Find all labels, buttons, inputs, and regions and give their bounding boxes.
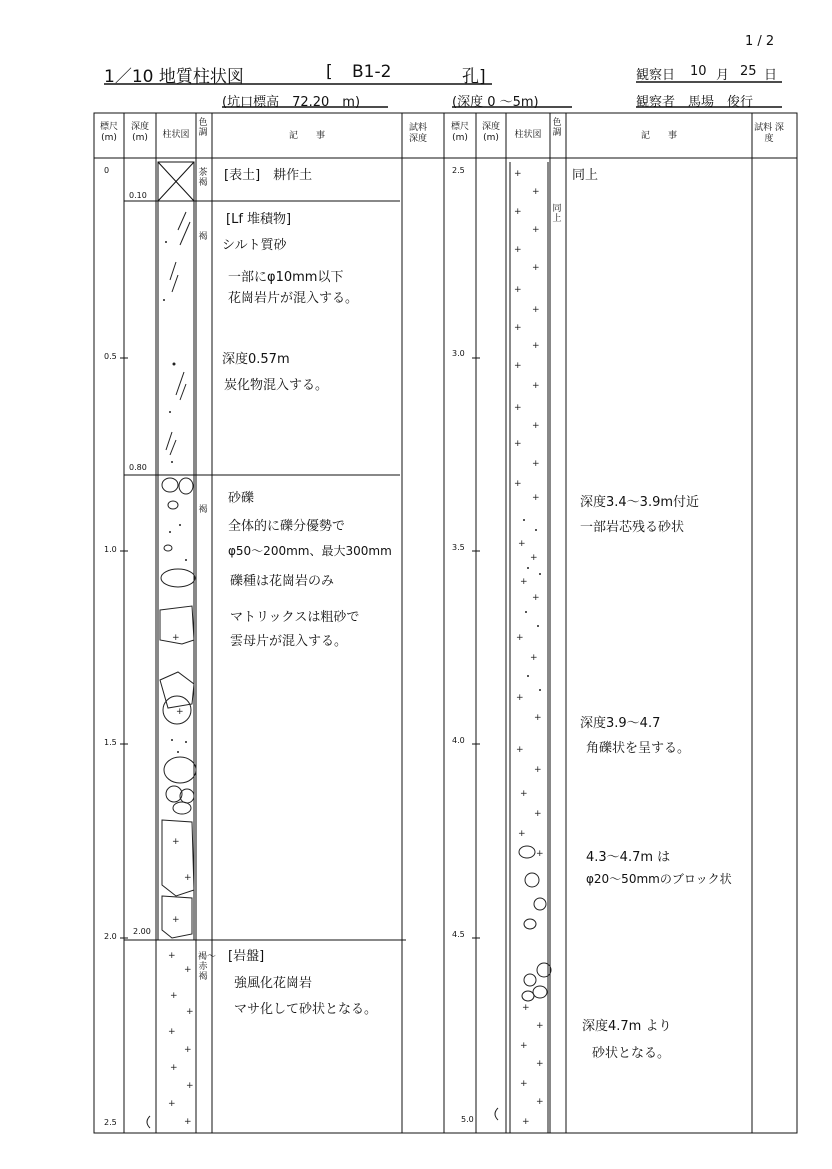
color-tone: 褐 [198,505,208,515]
note-line: 花崗岩片が混入する。 [228,291,359,306]
observer: 観察者 馬場 俊行 [636,95,754,110]
observation-month: 10 [690,64,707,79]
observation-month-unit: 月 [716,68,730,83]
col-notes-header: 記 事 [640,131,677,141]
svg-text:+: + [520,577,528,587]
note-line: 同上 [572,168,599,183]
scale-tick: 5.0 [461,1115,474,1124]
svg-text:+: + [532,187,540,197]
svg-text:+: + [522,1003,530,1013]
svg-text:+: + [184,1117,192,1127]
svg-text:+: + [518,829,526,839]
svg-text:+: + [530,653,538,663]
scale-tick: 2.5 [104,1118,117,1127]
scale-tick: 0 [104,166,110,175]
svg-text:+: + [514,361,522,371]
svg-text:+: + [516,633,524,643]
page-number: 1 / 2 [745,34,775,49]
svg-text:+: + [514,245,522,255]
col-column-header: 柱状図 [514,130,542,140]
observation-date-label: 観察日 [636,68,676,83]
svg-text:+: + [532,341,540,351]
note-line: 深度3.4～3.9m付近 [580,495,700,510]
scale-tick: 3.5 [452,543,465,552]
note-line: 深度0.57m [222,352,290,367]
svg-text:+: + [520,789,528,799]
depth-mark: 2.00 [133,927,151,936]
color-tone: 茶褐 [198,168,208,188]
note-line: 一部にφ10mm以下 [228,270,344,285]
note-line: 深度3.9～4.7 [580,716,661,731]
note-line: シルト質砂 [222,238,287,253]
svg-text:+: + [532,459,540,469]
svg-text:+: + [168,951,176,961]
svg-text:+: + [522,1117,530,1127]
col-depth-header: 深度 (m) [130,122,149,143]
svg-text:+: + [516,693,524,703]
bracket-open: [ [326,62,333,82]
note-line: マトリックスは粗砂で [230,610,360,625]
svg-text:+: + [532,421,540,431]
note-line: [岩盤] [228,949,265,964]
svg-text:+: + [184,965,192,975]
svg-text:+: + [536,1059,544,1069]
svg-text:+: + [534,765,542,775]
col-sample-header: 試料 深度 [408,123,427,144]
col-color-header: 色調 [552,118,562,138]
hole-id: B1-2 [352,62,392,82]
note-line: 炭化物混入する。 [224,378,329,393]
svg-text:+: + [514,323,522,333]
svg-text:+: + [532,381,540,391]
scale-tick: 0.5 [104,352,117,361]
col-color-header: 色調 [198,118,208,138]
col-sample-header: 試料 深度 [754,123,784,144]
svg-text:+: + [520,1041,528,1051]
svg-text:+: + [514,207,522,217]
note-line: 角礫状を呈する。 [586,741,691,756]
hole-suffix: 孔] [462,67,486,87]
svg-text:+: + [534,809,542,819]
svg-text:+: + [514,439,522,449]
scale-tick: 4.5 [452,930,465,939]
svg-text:+: + [186,1007,194,1017]
note-line: φ50～200mm、最大300mm [228,544,392,558]
note-line: [表土] 耕作土 [224,168,313,183]
svg-text:+: + [176,707,184,717]
color-tone: 同上 [552,204,562,224]
svg-text:+: + [514,479,522,489]
note-line: 強風化花崗岩 [234,976,313,991]
svg-text:+: + [168,1099,176,1109]
svg-text:+: + [536,1021,544,1031]
svg-text:+: + [532,493,540,503]
color-tone: 褐 [198,232,208,242]
scale-tick: 2.5 [452,166,465,175]
svg-text:+: + [532,263,540,273]
observation-day: 25 [740,64,757,79]
svg-text:+: + [518,539,526,549]
svg-text:+: + [534,713,542,723]
svg-text:+: + [532,305,540,315]
svg-text:+: + [532,593,540,603]
scale-tick: 1.0 [104,545,117,554]
svg-text:+: + [184,873,192,883]
note-line: 雲母片が混入する。 [230,634,348,649]
depth-range: (深度 0 ～5m) [452,95,539,110]
depth-mark: 0.10 [129,191,147,200]
svg-text:+: + [184,1045,192,1055]
page-title: 1／10 地質柱状図 [104,67,244,87]
svg-text:+: + [536,849,544,859]
collar-elevation: (坑口標高 72.20 m) [222,95,361,110]
svg-text:+: + [514,285,522,295]
scale-tick: 2.0 [104,932,117,941]
svg-text:+: + [532,225,540,235]
note-line: 砂状となる。 [592,1046,671,1061]
scale-tick: 3.0 [452,349,465,358]
color-tone: 褐〜赤褐 [198,952,217,982]
note-line: 4.3～4.7m は [586,850,671,865]
note-line: 礫種は花崗岩のみ [230,574,335,589]
svg-text:+: + [516,745,524,755]
note-line: φ20～50mmのブロック状 [586,872,732,886]
note-line: 深度4.7m より [582,1019,672,1034]
col-notes-header: 記 事 [288,131,325,141]
svg-text:+: + [170,991,178,1001]
svg-text:+: + [520,1079,528,1089]
svg-text:+: + [514,403,522,413]
col-depth-header: 深度 (m) [481,122,500,143]
svg-text:+: + [186,1081,194,1091]
svg-text:+: + [172,837,180,847]
svg-text:+: + [170,1063,178,1073]
note-line: 一部岩芯残る砂状 [580,520,685,535]
depth-mark: 0.80 [129,463,147,472]
note-line: 全体的に礫分優勢で [228,519,346,534]
svg-text:+: + [172,915,180,925]
note-line: 砂礫 [228,491,255,506]
svg-text:+: + [530,553,538,563]
svg-text:+: + [536,1097,544,1107]
observation-day-unit: 日 [764,68,778,83]
svg-text:+: + [172,633,180,643]
col-scale-header: 標尺 (m) [99,122,118,143]
note-line: マサ化して砂状となる。 [234,1002,378,1017]
svg-text:+: + [514,169,522,179]
col-scale-header: 標尺 (m) [450,122,469,143]
col-column-header: 柱状図 [162,130,190,140]
scale-tick: 4.0 [452,736,465,745]
note-line: [Lf 堆積物] [226,212,292,227]
scale-tick: 1.5 [104,738,117,747]
svg-text:+: + [168,1027,176,1037]
